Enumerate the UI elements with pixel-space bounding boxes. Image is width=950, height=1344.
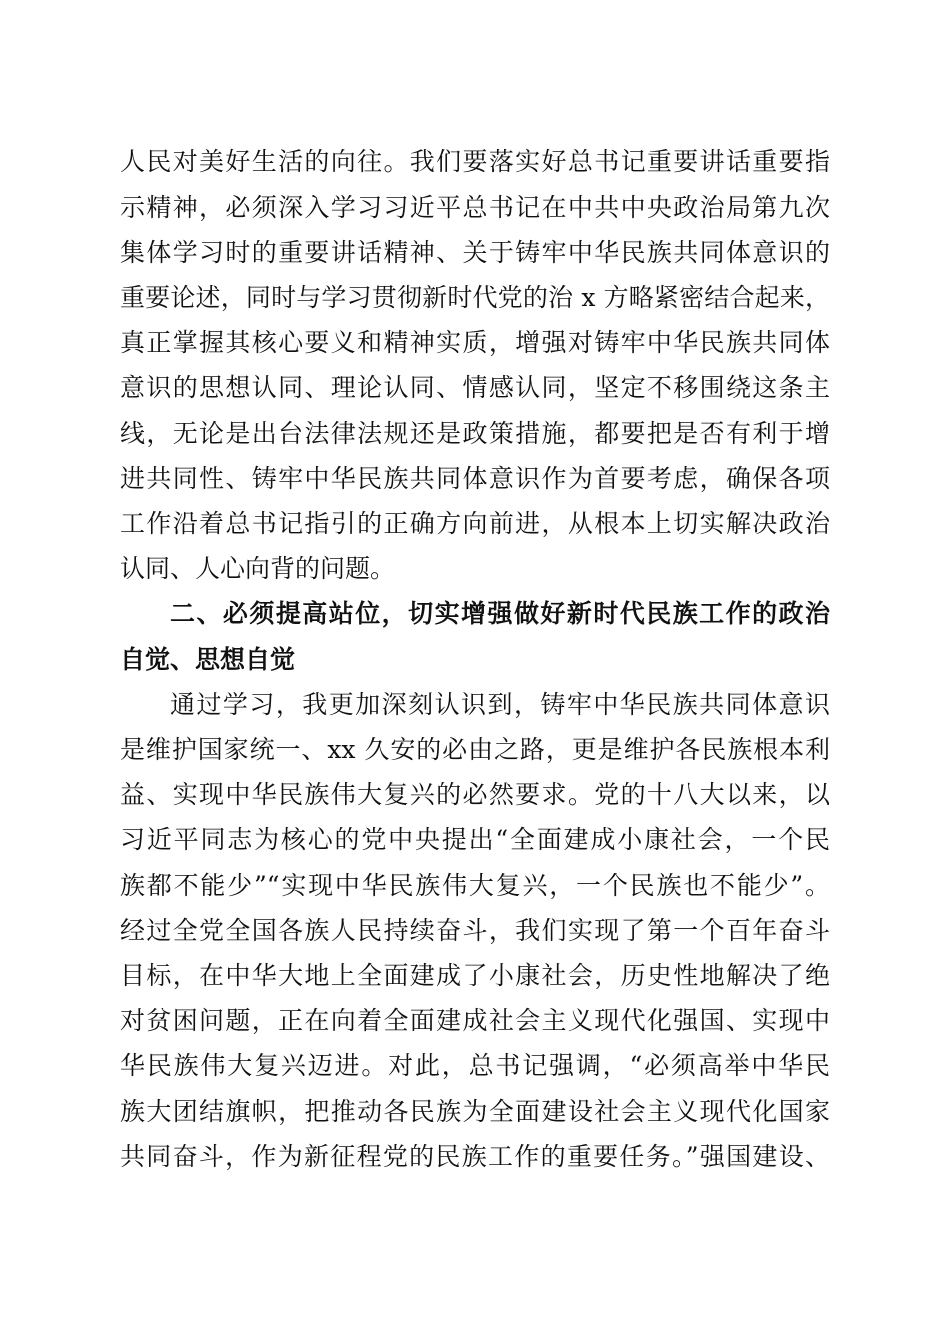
text-line: 真正掌握其核心要义和精神实质，增强对铸牢中华民族共同体 xyxy=(120,328,830,357)
text-line: 目标，在中华大地上全面建成了小康社会，历史性地解决了绝 xyxy=(120,961,830,990)
text-line: 族都不能少”“实现中华民族伟大复兴，一个民族也不能少”。 xyxy=(120,871,830,900)
text-line: 工作沿着总书记指引的正确方向前进，从根本上切实解决政治 xyxy=(120,509,830,538)
text-line: 集体学习时的重要讲话精神、关于铸牢中华民族共同体意识的 xyxy=(120,238,830,267)
text-line: 通过学习，我更加深刻认识到，铸牢中华民族共同体意识 xyxy=(170,690,830,719)
text-line: 共同奋斗，作为新征程党的民族工作的重要任务。”强国建设、 xyxy=(120,1142,830,1171)
text-line: 华民族伟大复兴迈进。对此，总书记强调，“必须高举中华民 xyxy=(120,1051,830,1080)
text-line: 对贫困问题，正在向着全面建成社会主义现代化强国、实现中 xyxy=(120,1006,830,1035)
text-line: 人民对美好生活的向往。我们要落实好总书记重要讲话重要指 xyxy=(120,147,830,176)
text-line: 族大团结旗帜，把推动各民族为全面建设社会主义现代化国家 xyxy=(120,1097,830,1126)
text-line: 习近平同志为核心的党中央提出“全面建成小康社会，一个民 xyxy=(120,825,830,854)
heading-line: 自觉、思想自觉 xyxy=(120,645,296,674)
text-line: 进共同性、铸牢中华民族共同体意识作为首要考虑，确保各项 xyxy=(120,464,830,493)
text-line: 重要论述，同时与学习贯彻新时代党的治 x 方略紧密结合起来， xyxy=(120,283,830,312)
heading-line: 二、必须提高站位，切实增强做好新时代民族工作的政治 xyxy=(170,599,830,628)
text-line: 益、实现中华民族伟大复兴的必然要求。党的十八大以来，以 xyxy=(120,780,830,809)
text-line: 线，无论是出台法律法规还是政策措施，都要把是否有利于增 xyxy=(120,419,830,448)
text-line: 意识的思想认同、理论认同、情感认同，坚定不移围绕这条主 xyxy=(120,373,830,402)
text-line: 是维护国家统一、xx 久安的必由之路，更是维护各民族根本利 xyxy=(120,735,830,764)
text-line: 示精神，必须深入学习习近平总书记在中共中央政治局第九次 xyxy=(120,193,830,222)
text-line: 经过全党全国各族人民持续奋斗，我们实现了第一个百年奋斗 xyxy=(120,916,830,945)
text-line: 认同、人心向背的问题。 xyxy=(120,554,396,583)
